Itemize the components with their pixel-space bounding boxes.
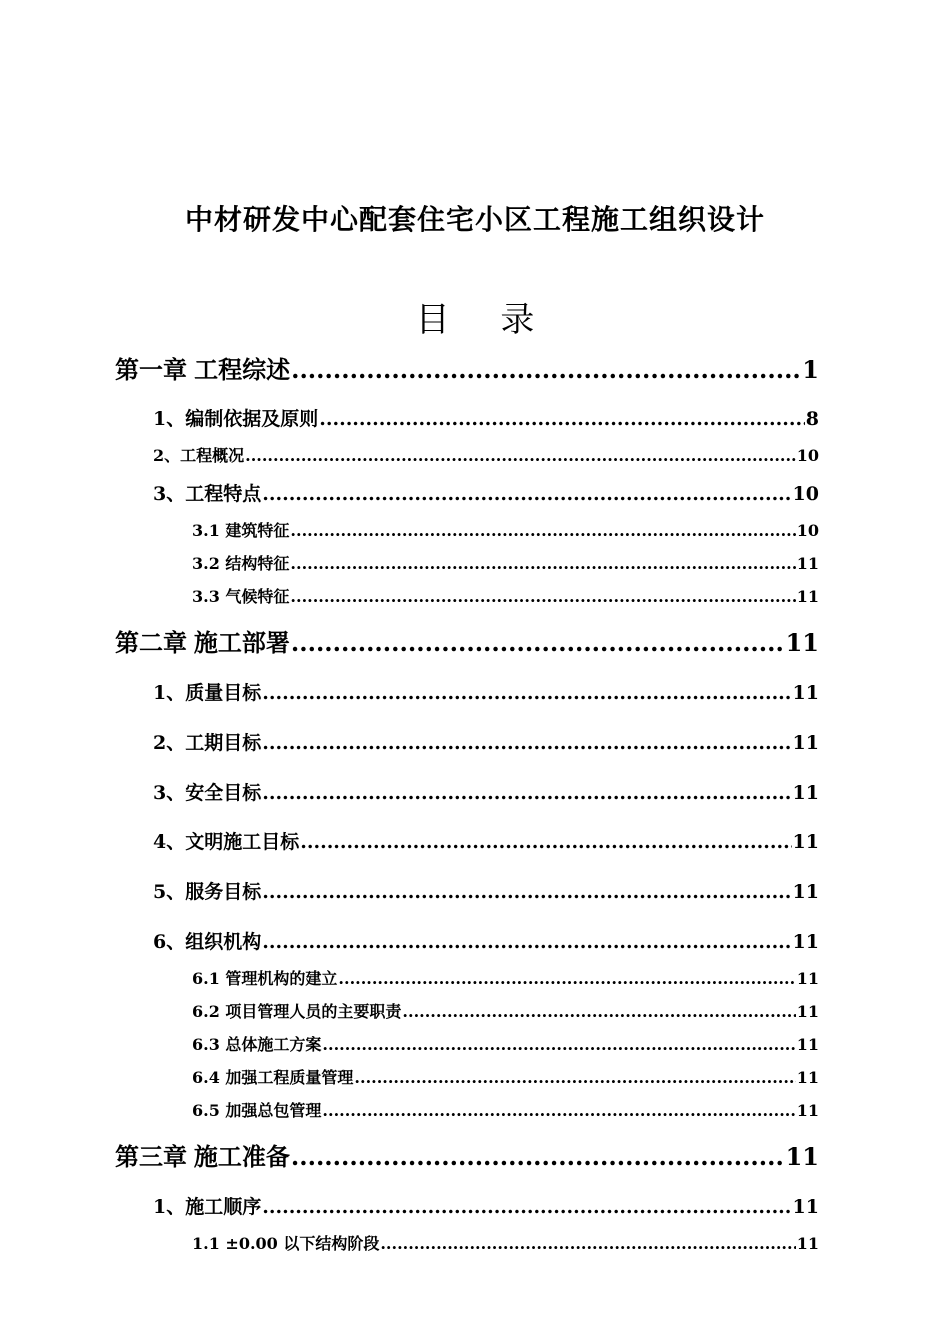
toc-leader-dots <box>262 481 791 507</box>
toc-chapter-number: 第三章 <box>115 1142 187 1171</box>
toc-page-number: 11 <box>785 628 819 657</box>
toc-subsection-1-1[interactable] <box>192 1233 819 1255</box>
toc-leader-dots <box>262 730 791 756</box>
toc-entry-label: 2、工程概况 <box>153 446 245 465</box>
toc-entry-label: 6.1 管理机构的建立 <box>192 969 338 988</box>
toc-page-number: 11 <box>792 881 819 903</box>
toc-leader-dots <box>291 627 785 659</box>
toc-entry-label: 3.2 结构特征 <box>192 554 290 573</box>
toc-heading: 目 录 <box>415 300 535 340</box>
toc-leader-dots <box>245 445 796 467</box>
toc-subsection-6-4[interactable] <box>192 1067 819 1089</box>
toc-leader-dots <box>380 1233 795 1255</box>
toc-page-number: 11 <box>796 1035 819 1054</box>
toc-subsection-6-3[interactable] <box>192 1034 819 1056</box>
toc-page-number: 1 <box>802 355 819 384</box>
toc-section-2-4[interactable] <box>153 829 819 855</box>
toc-entry-label: 3.3 气候特征 <box>192 587 290 606</box>
toc-leader-dots <box>402 1001 795 1023</box>
toc-entry-label: 6、组织机构 <box>153 931 262 953</box>
toc-section-2-3[interactable] <box>153 780 819 806</box>
toc-leader-dots <box>354 1067 795 1089</box>
toc-leader-dots <box>262 680 791 706</box>
toc-page-number: 10 <box>792 483 819 505</box>
toc-leader-dots <box>290 520 795 542</box>
toc-entry-label: 1、施工顺序 <box>153 1196 262 1218</box>
toc-chapter-1[interactable] <box>115 354 819 386</box>
toc-page-number: 11 <box>792 931 819 953</box>
toc-entry-label: 6.2 项目管理人员的主要职责 <box>192 1002 402 1021</box>
toc-entry-label: 6.5 加强总包管理 <box>192 1101 322 1120</box>
toc-entry-label: 2、工期目标 <box>153 732 262 754</box>
toc-page-number: 11 <box>796 554 819 573</box>
toc-page-number: 11 <box>796 587 819 606</box>
toc-chapter-3[interactable] <box>115 1141 819 1173</box>
toc-leader-dots <box>322 1100 795 1122</box>
toc-subsection-6-2[interactable] <box>192 1001 819 1023</box>
toc-subsection-3-3[interactable] <box>192 586 819 608</box>
toc-page-number: 8 <box>805 408 819 430</box>
toc-page-number: 11 <box>785 1142 819 1171</box>
toc-section-1-1[interactable] <box>153 406 819 432</box>
toc-entry-label: 3.1 建筑特征 <box>192 521 290 540</box>
toc-page-number: 11 <box>796 1101 819 1120</box>
document-title: 中材研发中心配套住宅小区工程施工组织设计 <box>184 203 765 236</box>
toc-page-number: 11 <box>796 1068 819 1087</box>
toc-leader-dots <box>290 586 795 608</box>
toc-section-2-5[interactable] <box>153 879 819 905</box>
toc-page-number: 11 <box>792 782 819 804</box>
toc-section-2-6[interactable] <box>153 929 819 955</box>
toc-entry-label: 1、编制依据及原则 <box>153 408 319 430</box>
toc-leader-dots <box>262 1194 791 1220</box>
toc-subsection-6-5[interactable] <box>192 1100 819 1122</box>
toc-page-number: 11 <box>792 831 819 853</box>
toc-leader-dots <box>262 929 791 955</box>
toc-section-2-1[interactable] <box>153 680 819 706</box>
toc-entry-label: 6.4 加强工程质量管理 <box>192 1068 354 1087</box>
toc-entry-label: 1.1 ±0.00 以下结构阶段 <box>192 1234 380 1253</box>
toc-entry-label: 工程综述 <box>194 355 291 384</box>
toc-section-1-3[interactable] <box>153 481 819 507</box>
toc-entry-label: 施工部署 <box>193 628 290 657</box>
toc-chapter-number: 第二章 <box>115 628 187 657</box>
toc-entry-label: 5、服务目标 <box>153 881 262 903</box>
toc-leader-dots <box>291 1141 785 1173</box>
toc-page-number: 11 <box>792 732 819 754</box>
toc-leader-dots <box>322 1034 795 1056</box>
toc-section-3-1[interactable] <box>153 1194 819 1220</box>
toc-page-number: 10 <box>796 446 819 465</box>
toc-page-number: 11 <box>796 1234 819 1253</box>
toc-leader-dots <box>338 968 795 990</box>
toc-leader-dots <box>290 553 795 575</box>
toc-section-2-2[interactable] <box>153 730 819 756</box>
toc-entry-label: 4、文明施工目标 <box>153 831 300 853</box>
toc-leader-dots <box>300 829 791 855</box>
toc-chapter-2[interactable] <box>115 627 819 659</box>
toc-subsection-3-1[interactable] <box>192 520 819 542</box>
toc-entry-label: 3、安全目标 <box>153 782 262 804</box>
toc-subsection-3-2[interactable] <box>192 553 819 575</box>
toc-entry-label: 1、质量目标 <box>153 682 262 704</box>
toc-chapter-number: 第一章 <box>115 355 187 384</box>
toc-entry-label: 施工准备 <box>193 1142 290 1171</box>
toc-page-number: 11 <box>792 1196 819 1218</box>
toc-subsection-6-1[interactable] <box>192 968 819 990</box>
toc-leader-dots <box>262 879 791 905</box>
toc-section-1-2[interactable] <box>153 445 819 467</box>
toc-leader-dots <box>291 354 801 386</box>
toc-page-number: 11 <box>796 969 819 988</box>
toc-page-number: 11 <box>792 682 819 704</box>
toc-leader-dots <box>262 780 791 806</box>
toc-page-number: 11 <box>796 1002 819 1021</box>
toc-page-number: 10 <box>796 521 819 540</box>
toc-entry-label: 3、工程特点 <box>153 483 262 505</box>
toc-entry-label: 6.3 总体施工方案 <box>192 1035 322 1054</box>
toc-leader-dots <box>319 406 805 432</box>
